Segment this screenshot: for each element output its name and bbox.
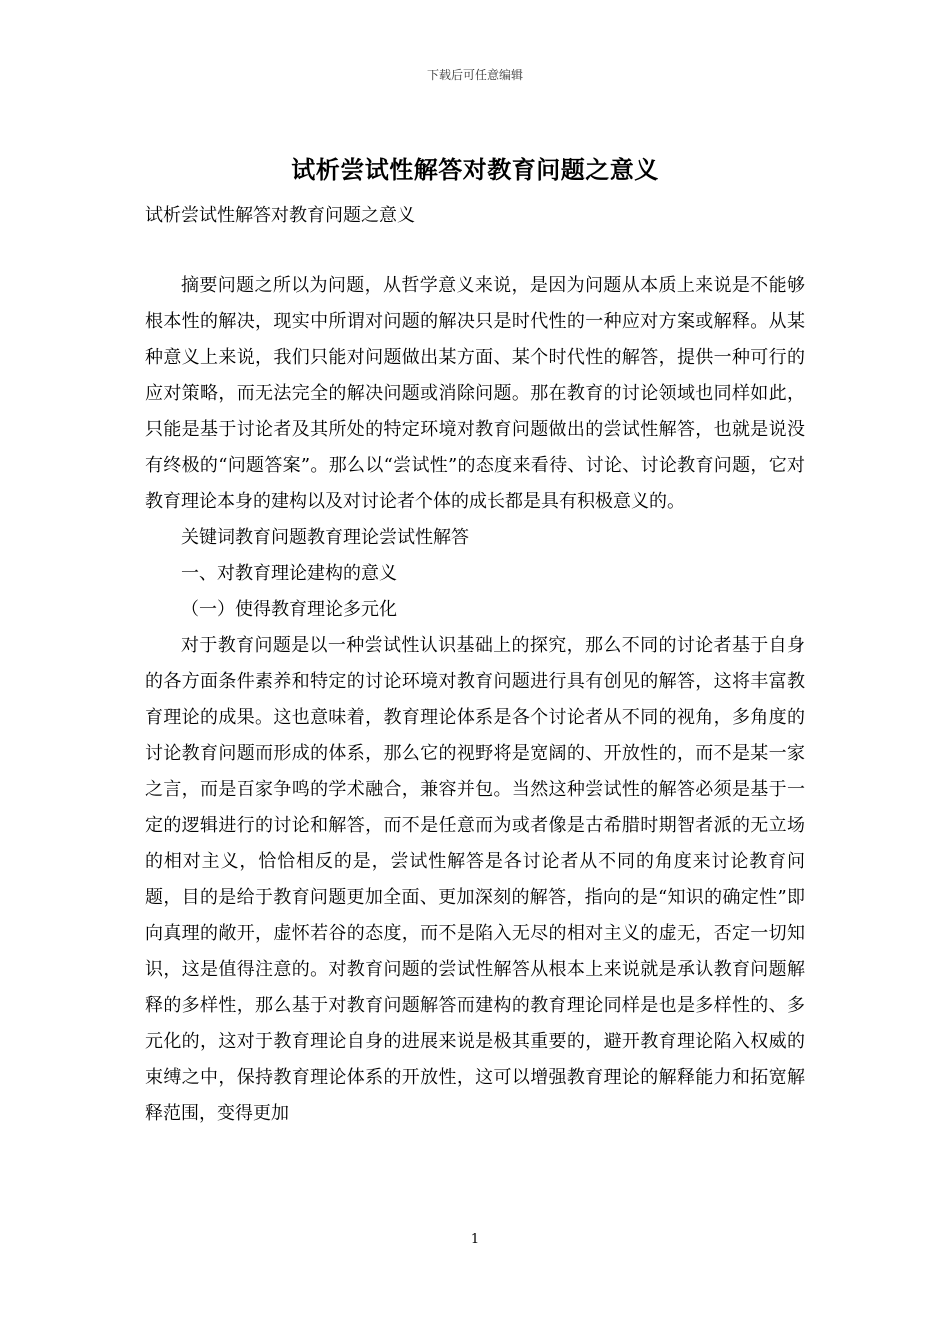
header-note: 下载后可任意编辑 [426, 68, 523, 82]
abstract-paragraph: 摘要问题之所以为问题，从哲学意义来说，是因为问题从本质上来说是不能够根本性的解决，现实中所谓对问题的解决只是时代性的一种应对方案或解释。从某种意义上来说，我们只能对问题做出某方面、某个时代性的解答，提供一种可行的应对策略，而无法完全的解决问题或消除问题。那在教育的讨论领域也同样如此，只能是基于讨论者及其所处的特定环境对教育问题做出的尝试性解答，也就是说没有终极的“问题答案”。那么以“尝试性”的态度来看待、讨论、讨论教育问题，它对教育理论本身的建构以及对讨论者个体的成长都是具有积极意义的。 [145, 275, 805, 512]
page-number: 1 [470, 1232, 480, 1247]
document-title: 试析尝试性解答对教育问题之意义 [291, 155, 659, 184]
keywords-line: 关键词教育问题教育理论尝试性解答 [181, 527, 469, 548]
section-heading: 一、对教育理论建构的意义 [181, 563, 397, 584]
document-body [145, 268, 805, 1132]
subsection-heading: （一）使得教育理论多元化 [181, 599, 397, 620]
document-subtitle: 试析尝试性解答对教育问题之意义 [145, 205, 415, 226]
body-paragraph: 对于教育问题是以一种尝试性认识基础上的探究，那么不同的讨论者基于自身的各方面条件素养和特定的讨论环境对教育问题进行具有创见的解答，这将丰富教育理论的成果。这也意味着，教育理论体系是各个讨论者从不同的视角，多角度的讨论教育问题而形成的体系，那么它的视野将是宽阔的、开放性的，而不是某一家之言，而是百家争鸣的学术融合，兼容并包。当然这种尝试性的解答必须是基于一定的逻辑进行的讨论和解答，而不是任意而为或者像是古希腊时期智者派的无立场的相对主义，恰恰相反的是，尝试性解答是各讨论者从不同的角度来讨论教育问题，目的是给于教育问题更加全面、更加深刻的解答，指向的是“知识的确定性”即向真理的敞开，虚怀若谷的态度，而不是陷入无尽的相对主义的虚无，否定一切知识，这是值得注意的。对教育问题的尝试性解答从根本上来说就是承认教育问题解释的多样性，那么基于对教育问题解答而建构的教育理论同样是也是多样性的、多元化的，这对于教育理论自身的进展来说是极其重要的，避开教育理论陷入权威的束缚之中，保持教育理论体系的开放性，这可以增强教育理论的解释能力和拓宽解释范围，变得更加 [145, 635, 805, 1124]
